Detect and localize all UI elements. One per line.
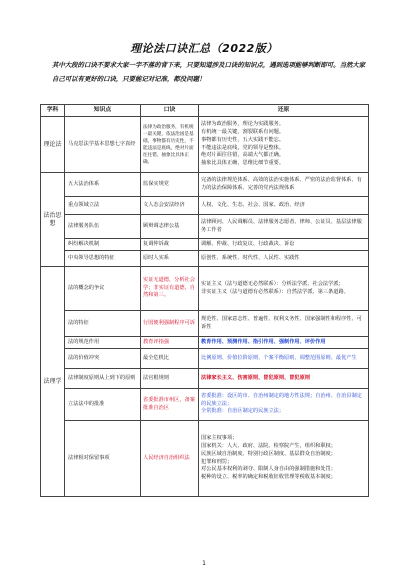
point-cell: 法的价值冲突 — [65, 349, 141, 369]
table-row — [41, 369, 369, 389]
explain-cell: 比例原则、价值位阶原则、个案平衡原则、调整范围原则、最优产生 — [199, 349, 369, 369]
table-row — [41, 311, 369, 337]
mnemonic-cell: 原时人实系 — [141, 251, 199, 267]
header-explain: 还原 — [199, 105, 369, 117]
point-cell: 法的规范作用 — [65, 337, 141, 349]
point-cell: 纠纷解决机制 — [65, 239, 141, 251]
mnemonic-cell: 顾辩调志律公基 — [141, 215, 199, 239]
table-row — [41, 421, 369, 497]
point-cell: 立法法中的批准 — [65, 389, 141, 421]
header-point: 知识点 — [65, 105, 141, 117]
mnemonic-table — [40, 104, 369, 497]
point-cell: 法的特征 — [65, 311, 141, 337]
point-cell: 法律相对保留事项 — [65, 421, 141, 497]
explain-cell: 国家主权事项； 国家机关：人大、政府、法院、检察院产生，组织和职权； 民族区域自治制度、特别行政区制度、基层群众自治制度； 犯罪和刑罚； 对公民基本权利的剥夺、限制人身自由的强制措施和处罚； 税种的设立、税率的确定和税收征收管理等税收基本制度； — [199, 421, 369, 497]
explain-cell: 实证主义（法与道德无必然联系）：分析法学派、社会法学派； 非实证主义（法与道德有必然联系）：自然法学派、第三条道路。 — [199, 267, 369, 311]
subject-cell: 法治思想 — [41, 173, 65, 267]
mnemonic-cell: 最全危机比 — [141, 349, 199, 369]
explain-cell: 调解、仲裁、行政复议、行政裁决、诉讼 — [199, 239, 369, 251]
explain-cell: 完备的法律规范体系、高效的法治实施体系、严密的法治监督体系、有力的法治保障体系、完善的党内法规体系 — [199, 173, 369, 197]
table-row — [41, 215, 369, 239]
mnemonic-cell: 实证无道德，分析社会学；非实证有道德，自然和第三。 — [141, 267, 199, 311]
explain-cell: 法律顾问、人民调解员、法律服务志愿者、律师、公证员、基层法律服务工作者 — [199, 215, 369, 239]
table-row — [41, 117, 369, 173]
point-cell: 中央领导思想的特征 — [65, 251, 141, 267]
explain-cell: 规范性、国家意志性、普遍性、权利义务性、国家强制性和程序性、可诉性 — [199, 311, 369, 337]
explain-cell: 教育作用、预测作用、指引作用、强制作用、评价作用 — [199, 337, 369, 349]
point-cell: 法律服务队伍 — [65, 215, 141, 239]
table-row — [41, 173, 369, 197]
page-number: 1 — [202, 560, 206, 567]
table-row — [41, 389, 369, 421]
table-row — [41, 337, 369, 349]
header-subject: 学科 — [41, 105, 65, 117]
table-row — [41, 267, 369, 311]
explain-cell: 法律为政治服务，理论为实践服务。 有机统一最关键，割裂联系有问题。 事物都有历史性，五大实践不能忘。 不能违法是底线，党的领导是整体。 绝对片面往往错，高端大气都正确。 抽象比具体正确，思维比细节重要。 — [199, 117, 369, 173]
table-row — [41, 197, 369, 215]
point-cell: 法律制度原则从上到下的原则 — [65, 369, 141, 389]
mnemonic-cell: 法律为政治服务，有机统一最关键，依法治国是基础，事物都有历史性，不能违法是底线，绝对片面往往错，抽象比具体正确。 — [141, 117, 199, 173]
explain-cell: 人权、文化、生态、社会、国家、政治、经济 — [199, 197, 369, 215]
table-row — [41, 239, 369, 251]
mnemonic-cell: 法官根规则 — [141, 369, 199, 389]
mnemonic-cell: 行国便利强制程序可诉 — [141, 311, 199, 337]
explain-cell: 法律家长主义、伤害原则、冒犯原则、冒犯原则 — [199, 369, 369, 389]
table-header-row — [41, 105, 369, 117]
table-row — [41, 251, 369, 267]
page-title: 理论法口诀汇总（2022版） — [130, 42, 278, 55]
mnemonic-cell: 文人态会安法经济 — [141, 197, 199, 215]
table-row — [41, 349, 369, 369]
point-cell: 马克思法学基本思想七字真经 — [65, 117, 141, 173]
point-cell: 重点领域立法 — [65, 197, 141, 215]
point-cell: 法的概念的争议 — [65, 267, 141, 311]
header-mnemonic: 口诀 — [141, 105, 199, 117]
mnemonic-cell: 复调仲诉裁 — [141, 239, 199, 251]
mnemonic-cell: 人民经济自治组织法 — [141, 421, 199, 497]
subject-cell: 法理学 — [41, 267, 65, 497]
mnemonic-cell: 教育评指强 — [141, 337, 199, 349]
mnemonic-cell: 省委批准市州区，备案批准自治区 — [141, 389, 199, 421]
subject-cell: 理论法 — [41, 117, 65, 173]
explain-cell: 原创性、系统性、时代性、人民性、实践性 — [199, 251, 369, 267]
intro-paragraph: 其中大段的口诀不要求大家一字不落的背下来，只要知道涉及口诀的知识点，遇到选项能够判断即可。当然大家自己可以有更好的口诀，只要能记对记准，都没问题！ — [52, 61, 366, 83]
explain-cell: 省委批准：设区的市、自治州制定的地方性法规；自治州、自治县制定的民族立法； 全常批准：自治区制定的民族立法； — [199, 389, 369, 421]
mnemonic-cell: 监保实规党 — [141, 173, 199, 197]
point-cell: 五大法治体系 — [65, 173, 141, 197]
